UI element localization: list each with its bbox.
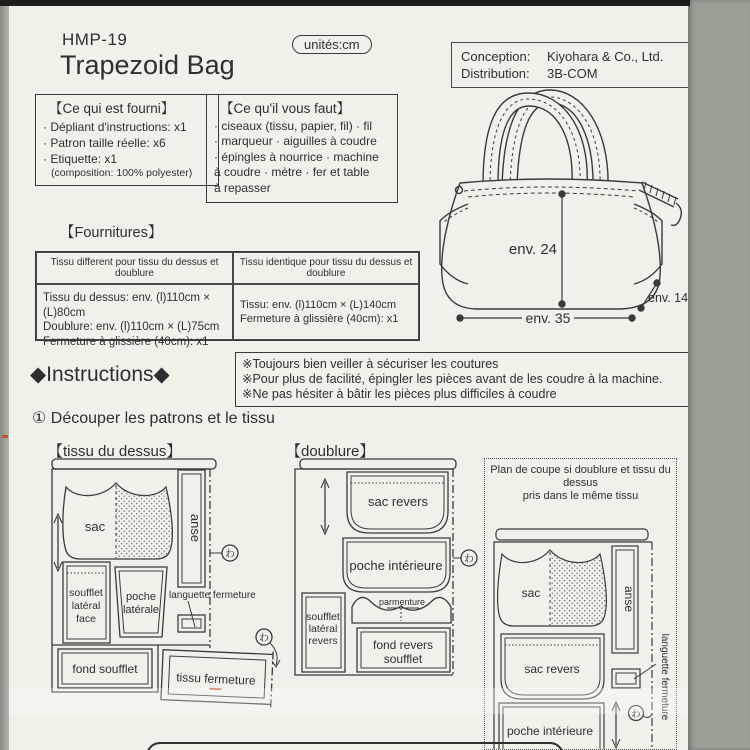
supplies-header-identical: Tissu identique pour tissu du dessus et doublure bbox=[233, 252, 419, 284]
scanner-background-left bbox=[0, 0, 9, 750]
conception-row bbox=[461, 48, 679, 65]
needed-items-box bbox=[206, 94, 398, 203]
needed-line: · ciseaux (tissu, papier, fil) · fil bbox=[214, 118, 373, 133]
bottom-cropped-box bbox=[146, 742, 564, 750]
fabric-roll-edge bbox=[496, 529, 648, 540]
supplies-cell-different bbox=[36, 284, 233, 348]
fold-symbol-wa: わ bbox=[631, 709, 641, 720]
label-soufflet-1: soufflet bbox=[69, 587, 103, 599]
label-parmenture: parmenture bbox=[378, 597, 426, 607]
needed-line: · épingles à nourrice · machine bbox=[214, 149, 379, 164]
supplies-header-different: Tissu different pour tissu du dessus et doublure bbox=[36, 252, 233, 284]
instructions-heading: ◆Instructions◆ bbox=[30, 363, 170, 386]
label-sac: sac bbox=[521, 586, 541, 600]
plan-title-line2: pris dans le même tissu bbox=[522, 490, 639, 502]
dim-dot bbox=[559, 191, 565, 197]
languette-leader-line bbox=[634, 664, 656, 679]
plan-title-line1: Plan de coupe si doublure et tissu du dessus bbox=[490, 464, 671, 489]
units-badge: unités:cm bbox=[292, 35, 372, 54]
product-code: HMP-19 bbox=[62, 30, 128, 49]
credits-box bbox=[451, 42, 689, 88]
label-soufflet-3: revers bbox=[308, 635, 338, 647]
label-soufflet-2: latéral bbox=[308, 623, 338, 635]
lining-section-label: 【doublure】 bbox=[286, 443, 375, 460]
bag-illustration bbox=[424, 86, 692, 344]
top-fabric-section-label: 【tissu du dessus】 bbox=[48, 443, 182, 460]
bag-handle-front bbox=[483, 93, 587, 186]
piece-sac-stipple bbox=[550, 550, 606, 626]
scanner-edge-top bbox=[0, 0, 690, 6]
supplies-cell-identical bbox=[233, 284, 419, 340]
scanner-background-right bbox=[688, 0, 750, 750]
label-poche-1: poche bbox=[126, 591, 156, 603]
provided-item: · Etiquette: x1 bbox=[43, 152, 118, 166]
page-title: Trapezoid Bag bbox=[60, 50, 235, 80]
label-fond-revers-2: soufflet bbox=[383, 652, 423, 666]
fold-symbol-wa: わ bbox=[259, 633, 269, 644]
label-languette: languette fermeture bbox=[169, 590, 256, 601]
distribution-row bbox=[461, 65, 679, 82]
supplies-table-header-row bbox=[36, 252, 419, 284]
fold-symbol-wa: わ bbox=[464, 554, 474, 565]
piece-languette-inner bbox=[182, 619, 201, 628]
languette-leader-line bbox=[188, 601, 195, 627]
label-soufflet-3: face bbox=[76, 613, 96, 625]
dim-dot bbox=[654, 280, 660, 286]
scan-light-band bbox=[9, 688, 688, 714]
needed-line: · marqueur · aiguilles à coudre bbox=[214, 134, 377, 148]
provided-title: 【Ce qui est fourni】 bbox=[49, 101, 175, 116]
fabric-roll-edge bbox=[300, 459, 456, 469]
conception-label: Conception: bbox=[461, 49, 531, 64]
piece-languette-inner bbox=[616, 673, 636, 684]
label-poche-2: latérale bbox=[122, 604, 160, 616]
label-anse: anse bbox=[622, 585, 636, 613]
dim-dot bbox=[629, 315, 635, 321]
supplies-line: Fermeture à glissière (40cm): x1 bbox=[240, 313, 399, 325]
label-fond-soufflet: fond soufflet bbox=[72, 662, 138, 676]
label-soufflet-1: soufflet bbox=[306, 611, 340, 623]
dim-height-label: env. 24 bbox=[508, 241, 557, 258]
supplies-line: Tissu du dessus: env. (l)110cm × (L)80cm bbox=[43, 292, 210, 319]
piece-sac-stipple bbox=[116, 483, 172, 559]
plan-title bbox=[485, 459, 676, 503]
label-sac: sac bbox=[84, 519, 106, 534]
provided-item: · Patron taille réelle: x6 bbox=[43, 136, 166, 150]
distribution-value: 3B-COM bbox=[547, 66, 598, 81]
label-fond-revers-1: fond revers bbox=[372, 638, 434, 652]
supplies-line: Doublure: env. (l)110cm × (L)75cm bbox=[43, 321, 220, 333]
dim-dot bbox=[559, 301, 565, 307]
dim-dot bbox=[457, 315, 463, 321]
label-tissu-fermeture: tissu fermeture bbox=[175, 670, 256, 688]
conception-value: Kiyohara & Co., Ltd. bbox=[547, 49, 664, 64]
distribution-label: Distribution: bbox=[461, 66, 530, 81]
fabric-roll-edge bbox=[52, 459, 216, 469]
label-sac-revers: sac revers bbox=[368, 494, 428, 509]
step-1-heading: ① Découper les patrons et le tissu bbox=[32, 410, 275, 427]
label-poche-interieure: poche intérieure bbox=[349, 558, 443, 573]
supplies-table-body-row bbox=[36, 284, 419, 348]
label-anse: anse bbox=[188, 513, 203, 543]
sewing-notes-box bbox=[235, 352, 715, 407]
note-line: ※Toujours bien veiller à sécuriser les coutures bbox=[242, 357, 499, 371]
provided-note: (composition: 100% polyester) bbox=[51, 167, 193, 179]
supplies-line: Fermeture à glissière (40cm): x1 bbox=[43, 335, 209, 348]
label-soufflet-2: latéral bbox=[71, 600, 101, 612]
label-poche-interieure: poche intérieure bbox=[506, 724, 594, 738]
supplies-line: Tissu: env. (l)110cm × (L)140cm bbox=[240, 298, 396, 311]
note-line: ※Pour plus de facilité, épingler les pièces avant de les coudre à la machine. bbox=[242, 372, 663, 386]
label-sac-revers: sac revers bbox=[524, 662, 580, 676]
provided-items-box bbox=[35, 94, 219, 186]
supplies-table bbox=[35, 251, 420, 348]
dim-width-label: env. 35 bbox=[525, 310, 571, 326]
needed-line: à coudre · mètre · fer et table bbox=[214, 165, 370, 179]
needed-title: 【Ce qu'il vous faut】 bbox=[220, 101, 351, 116]
cutting-layout-lining bbox=[283, 455, 485, 700]
provided-item: · Dépliant d'instructions: x1 bbox=[43, 120, 187, 134]
supplies-heading: 【Fournitures】 bbox=[60, 225, 163, 241]
fold-symbol-wa: わ bbox=[225, 549, 235, 560]
dim-depth-label: env. 14 bbox=[648, 291, 689, 305]
note-line: ※Ne pas hésiter à bâtir les pièces plus difficiles à coudre bbox=[242, 387, 557, 401]
label-languette-vertical: languette fermeture bbox=[659, 633, 670, 721]
needed-line: à repasser bbox=[214, 180, 271, 195]
dim-dot bbox=[638, 305, 644, 311]
scan-red-artifact bbox=[2, 435, 8, 438]
